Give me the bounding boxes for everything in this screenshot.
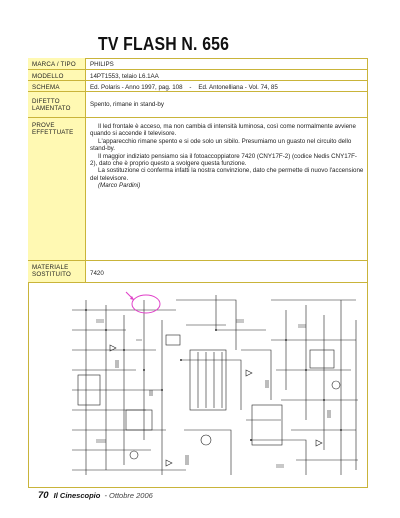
field-row-defect bbox=[28, 91, 368, 117]
paragraph: La sostituzione ci conferma infatti la nostra convinzione, dato che permette di nuovo l'accensione del televisore. bbox=[90, 167, 364, 182]
field-value: 7420 bbox=[90, 270, 104, 277]
field-label: DIFETTO LAMENTATO bbox=[28, 92, 86, 117]
paragraph: L'apparecchio rimane spento e si ode solo un sibilo. Presumiamo un guasto nel circuito dello stand-by. bbox=[90, 137, 352, 153]
tests-text bbox=[90, 118, 364, 190]
field-row-material bbox=[28, 260, 368, 282]
paragraph: Il maggior indiziato pensiamo sia il fotoaccoppiatore 7420 (CNY17F-2) (codice Nedis CNY17F-2), dato che è proprio questo a svolgere questa funzione. bbox=[90, 152, 357, 168]
page-number: 70 bbox=[38, 490, 49, 501]
field-label: SCHEMA bbox=[28, 81, 86, 91]
field-row-tests bbox=[28, 117, 368, 260]
publication-name: Il Cinescopio bbox=[53, 491, 101, 500]
field-label: MODELLO bbox=[28, 70, 86, 80]
field-value: Ed. Polaris - Anno 1997, pag. 108 - Ed. Antonelliana - Vol. 74, 85 bbox=[90, 84, 278, 91]
page-title: TV FLASH N. 656 bbox=[98, 34, 230, 54]
publication-date: - Ottobre 2006 bbox=[104, 491, 153, 500]
field-value: Spento, rimane in stand-by bbox=[90, 101, 164, 108]
circuit-schematic bbox=[66, 290, 364, 483]
field-row-model bbox=[28, 69, 368, 80]
field-label: MATERIALE SOSTITUITO bbox=[28, 261, 86, 282]
signature: (Marco Pardini) bbox=[98, 182, 141, 190]
field-label: PROVE EFFETTUATE bbox=[28, 118, 86, 260]
page-footer bbox=[38, 490, 153, 501]
field-value: PHILIPS bbox=[90, 61, 114, 68]
field-label: MARCA / TIPO bbox=[28, 58, 86, 69]
field-row-schematic bbox=[28, 80, 368, 91]
paragraph: Il led frontale è acceso, ma non cambia di intensità luminosa, così come normalmente avviene quando si accende il televisore. bbox=[90, 123, 356, 138]
field-row-brand bbox=[28, 58, 368, 69]
field-value: 14PT1553, telaio L6.1AA bbox=[90, 73, 159, 80]
